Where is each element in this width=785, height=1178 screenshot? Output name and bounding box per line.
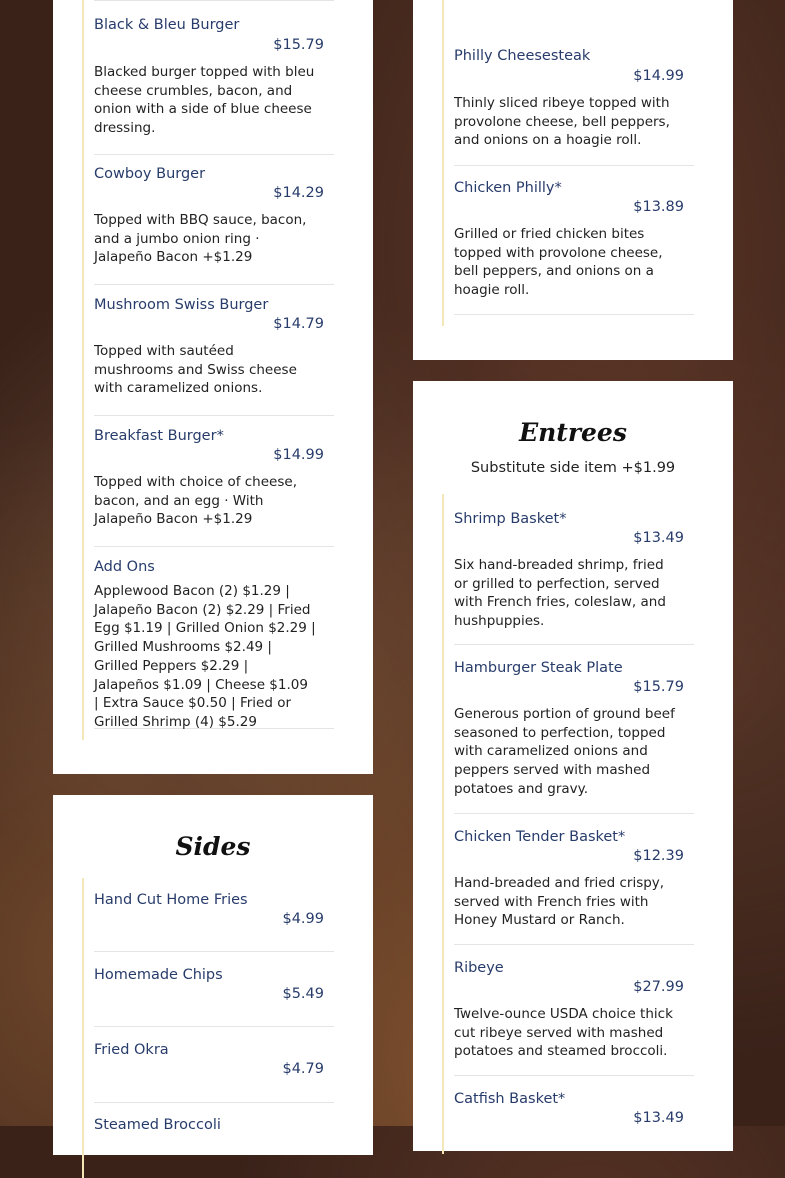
item-name: Homemade Chips bbox=[94, 967, 223, 983]
item-price: $12.39 bbox=[633, 848, 684, 864]
menu-item[interactable] bbox=[454, 945, 694, 1076]
item-description: Topped with BBQ sauce, bacon, and a jumbo onion ring · Jalapeño Bacon +$1.29 bbox=[94, 212, 307, 266]
item-name: Mushroom Swiss Burger bbox=[94, 297, 269, 313]
menu-item[interactable] bbox=[94, 892, 334, 952]
item-description: Blacked burger topped with bleu cheese crumbles, bacon, and onion with a side of blue cheese dressing. bbox=[94, 64, 315, 137]
item-price: $14.79 bbox=[273, 316, 324, 332]
item-price: $14.99 bbox=[633, 68, 684, 84]
philly-panel bbox=[413, 0, 733, 360]
menu-item[interactable] bbox=[94, 154, 334, 285]
accent-line bbox=[82, 878, 84, 1178]
item-price: $5.49 bbox=[282, 986, 324, 1002]
section-subtitle: Substitute side item +$1.99 bbox=[470, 460, 676, 476]
item-price: $13.49 bbox=[633, 530, 684, 546]
item-description: Twelve-ounce USDA choice thick cut ribeye served with mashed potatoes and steamed broccoli. bbox=[454, 1006, 673, 1060]
item-name: Philly Cheesesteak bbox=[454, 48, 591, 64]
item-price: $4.79 bbox=[282, 1061, 324, 1077]
item-name: Breakfast Burger* bbox=[94, 428, 224, 444]
item-name: Ribeye bbox=[454, 960, 504, 976]
item-description: Topped with sautéed mushrooms and Swiss cheese with caramelized onions. bbox=[94, 343, 297, 397]
item-name: Hand Cut Home Fries bbox=[94, 892, 248, 908]
accent-line bbox=[442, 494, 444, 1154]
item-name: Chicken Tender Basket* bbox=[454, 829, 626, 845]
item-name: Catfish Basket* bbox=[454, 1091, 566, 1107]
item-price: $15.79 bbox=[273, 37, 324, 53]
addons-title: Add Ons bbox=[94, 559, 155, 575]
menu-item[interactable] bbox=[94, 1117, 334, 1177]
item-price: $4.99 bbox=[282, 911, 324, 927]
addons-item[interactable] bbox=[94, 547, 334, 729]
menu-item[interactable] bbox=[94, 285, 334, 416]
menu-item[interactable] bbox=[94, 416, 334, 547]
menu-item[interactable] bbox=[454, 645, 694, 814]
item-name: Cowboy Burger bbox=[94, 166, 206, 182]
item-price: $14.29 bbox=[273, 185, 324, 201]
entrees-panel bbox=[413, 381, 733, 1151]
sides-panel bbox=[53, 795, 373, 1155]
menu-item[interactable] bbox=[94, 967, 334, 1027]
item-name: Fried Okra bbox=[94, 1042, 169, 1058]
menu-item[interactable] bbox=[454, 166, 694, 315]
item-name: Steamed Broccoli bbox=[94, 1117, 221, 1133]
menu-item[interactable] bbox=[94, 1042, 334, 1103]
item-price: $13.49 bbox=[633, 1110, 684, 1126]
menu-item[interactable] bbox=[454, 814, 694, 945]
menu-item[interactable] bbox=[454, 499, 694, 645]
item-description: Thinly sliced ribeye topped with provolone cheese, bell peppers, and onions on a hoagie roll. bbox=[454, 95, 670, 149]
menu-item[interactable] bbox=[454, 1076, 694, 1146]
item-name: Shrimp Basket* bbox=[454, 511, 567, 527]
item-description: Six hand-breaded shrimp, fried or grilled to perfection, served with French fries, coleslaw, and hushpuppies. bbox=[454, 557, 666, 630]
menu-item[interactable] bbox=[454, 18, 694, 166]
burgers-panel bbox=[53, 0, 373, 774]
accent-line bbox=[442, 0, 444, 326]
section-title: Entrees bbox=[519, 418, 627, 447]
item-price: $13.89 bbox=[633, 199, 684, 215]
item-description: Grilled or fried chicken bites topped with provolone cheese, bell peppers, and onions on a hoagie roll. bbox=[454, 226, 663, 299]
item-description: Hand-breaded and fried crispy, served with French fries with Honey Mustard or Ranch. bbox=[454, 875, 665, 929]
item-price: $14.99 bbox=[273, 447, 324, 463]
item-name: Black & Bleu Burger bbox=[94, 17, 240, 33]
item-name: Chicken Philly* bbox=[454, 180, 562, 196]
item-description: Topped with choice of cheese, bacon, and an egg · With Jalapeño Bacon +$1.29 bbox=[94, 474, 297, 528]
item-description: Generous portion of ground beef seasoned to perfection, topped with caramelized onions and peppers served with mashed potatoes and gravy. bbox=[454, 706, 675, 797]
item-price: $15.79 bbox=[633, 679, 684, 695]
menu-item[interactable] bbox=[94, 0, 334, 155]
addons-description: Applewood Bacon (2) $1.29 | Jalapeño Bacon (2) $2.29 | Fried Egg $1.19 | Grilled Onion $2.29 | Grilled Mushrooms $2.49 | Grilled Peppers $2.29 | Jalapeños $1.09 | Cheese $1.09 | Extra Sauce $0.50 | Fried or Grilled Shrimp (4) $5.29 bbox=[94, 583, 316, 730]
accent-line bbox=[82, 0, 84, 740]
item-price: $27.99 bbox=[633, 979, 684, 995]
item-name: Hamburger Steak Plate bbox=[454, 660, 623, 676]
section-title: Sides bbox=[175, 832, 251, 861]
